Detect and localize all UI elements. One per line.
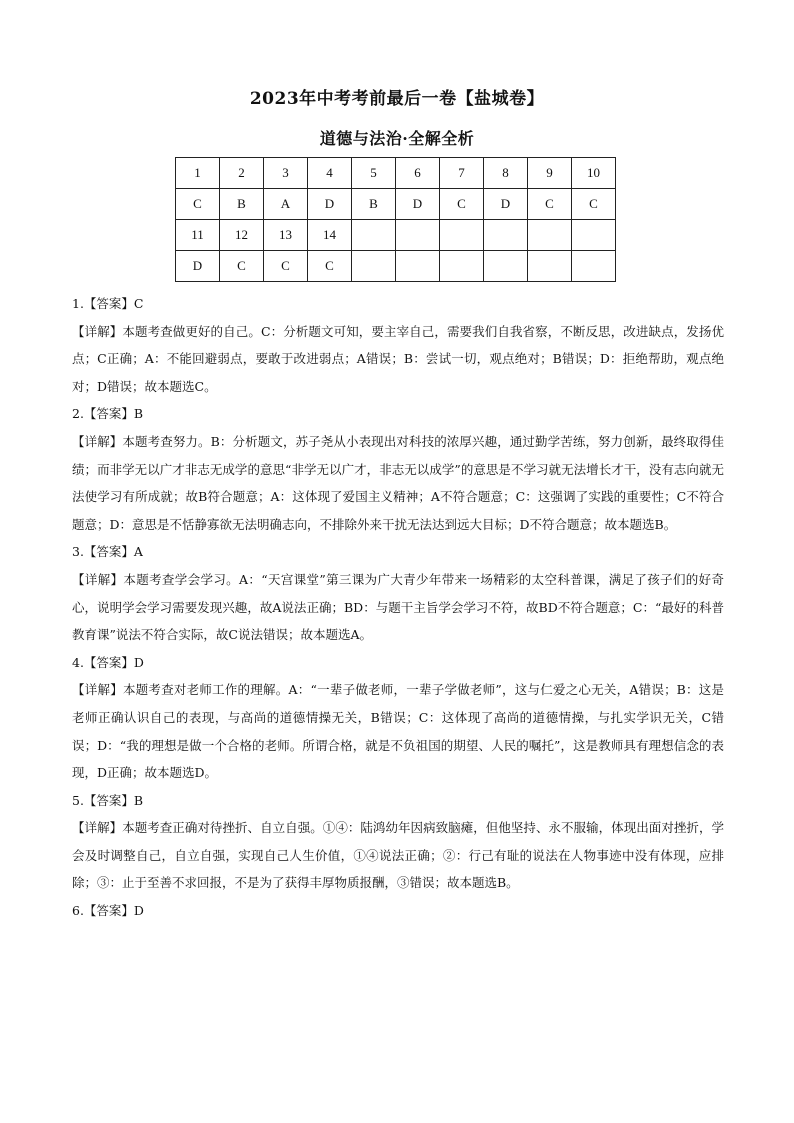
answer-table-cell xyxy=(528,251,572,282)
answer-table-cell: 9 xyxy=(528,158,572,189)
answer-table-cell xyxy=(396,251,440,282)
answer-table-cell: C xyxy=(264,251,308,282)
answer-table-cell: 13 xyxy=(264,220,308,251)
detail-paragraph-5: 【详解】本题考查正确对待挫折、自立自强。①④：陆鸿幼年因病致脑瘫，但他坚持、永不服输，体现出面对挫折，学会及时调整自己，自立自强，实现自己人生价值，①④说法正确；②：行己有耻的说法在人物事迹中没有体现，应排除；③：止于至善不求回报，不是为了获得丰厚物质报酬，③错误；故本题选B。 xyxy=(72,820,724,891)
answer-table xyxy=(175,157,616,282)
answer-table-cell: B xyxy=(352,189,396,220)
answer-table-row xyxy=(176,158,616,189)
answer-line-1: 1.【答案】C xyxy=(72,296,144,311)
answer-line-2: 2.【答案】B xyxy=(72,406,144,422)
answer-table-row xyxy=(176,189,616,220)
answer-table-cell xyxy=(396,220,440,251)
answer-table-cell xyxy=(484,251,528,282)
answer-table-cell: 4 xyxy=(308,158,352,189)
detail-paragraph-4: 【详解】本题考查对老师工作的理解。A：“一辈子做老师，一辈子学做老师”，这与仁爱之心无关，A错误；B：这是老师正确认识自己的表现，与高尚的道德情操无关，B错误；C：这体现了高尚的道德情操，与扎实学识无关，C错误；D：“我的理想是做一个合格的老师。所谓合格，就是不负祖国的期望、人民的嘱托”，这是教师具有理想信念的表现，D正确；故本题选D。 xyxy=(72,682,724,781)
answer-table-cell: D xyxy=(176,251,220,282)
answer-table-cell: 14 xyxy=(308,220,352,251)
answer-table-cell xyxy=(352,251,396,282)
answer-table-cell: 1 xyxy=(176,158,220,189)
detail-paragraph-1: 【详解】本题考查做更好的自己。C：分析题文可知，要主宰自己，需要我们自我省察，不断反思，改进缺点，发扬优点；C正确；A：不能回避弱点，要敢于改进弱点；A错误；B：尝试一切，观点绝对；B错误；D：拒绝帮助，观点绝对；D错误；故本题选C。 xyxy=(72,323,724,394)
page-title: 2023年中考考前最后一卷【盐城卷】 xyxy=(249,89,545,109)
answer-table-cell: C xyxy=(220,251,264,282)
answer-line-5: 5.【答案】B xyxy=(72,792,144,808)
answer-table-cell: B xyxy=(220,189,264,220)
answer-table-cell: C xyxy=(528,189,572,220)
answer-table-cell: 5 xyxy=(352,158,396,189)
answer-line-6: 6.【答案】D xyxy=(72,903,144,919)
answer-table-cell: D xyxy=(308,189,352,220)
answer-table-cell: 8 xyxy=(484,158,528,189)
answer-table-cell: 12 xyxy=(220,220,264,251)
answer-table-cell: 6 xyxy=(396,158,440,189)
answer-table-cell: 2 xyxy=(220,158,264,189)
answer-table-cell: C xyxy=(308,251,352,282)
answer-table-cell: C xyxy=(176,189,220,220)
explanations xyxy=(72,290,724,925)
answer-table-row xyxy=(176,251,616,282)
answer-table-cell xyxy=(484,220,528,251)
answer-table-cell xyxy=(528,220,572,251)
answer-table-cell: C xyxy=(440,189,484,220)
answer-table-cell xyxy=(440,220,484,251)
answer-line-4: 4.【答案】D xyxy=(72,654,144,670)
answer-table-cell: D xyxy=(396,189,440,220)
answer-table-cell: 11 xyxy=(176,220,220,251)
answer-table-cell: 3 xyxy=(264,158,308,189)
page-subtitle: 道德与法治·全解全析 xyxy=(319,129,475,148)
answer-table-row xyxy=(176,220,616,251)
answer-table-cell: A xyxy=(264,189,308,220)
answer-table-cell xyxy=(440,251,484,282)
answer-table-cell: C xyxy=(572,189,616,220)
answer-line-3: 3.【答案】A xyxy=(72,544,143,560)
detail-paragraph-2: 【详解】本题考查努力。B：分析题文，苏子尧从小表现出对科技的浓厚兴趣，通过勤学苦练，努力创新，最终取得佳绩；而非学无以广才非志无成学的意思“非学无以广才，非志无以成学”的意思是不学习就无法增长才干，没有志向就无法使学习有所成就；故B符合题意；A：这体现了爱国主义精神；A不符合题意；C：这强调了实践的重要性；C不符合题意；D：意思是不恬静寡欲无法明确志向，不排除外来干扰无法达到远大目标；D不符合题意；故本题选B。 xyxy=(72,433,724,532)
answer-table-cell: 7 xyxy=(440,158,484,189)
answer-table-cell xyxy=(572,251,616,282)
detail-paragraph-3: 【详解】本题考查学会学习。A：“天宫课堂”第三课为广大青少年带来一场精彩的太空科普课，满足了孩子们的好奇心，说明学会学习需要发现兴趣，故A说法正确；BD：与题干主旨学会学习不符，故BD不符合题意；C：“最好的科普教育课”说法不符合实际，故C说法错误；故本题选A。 xyxy=(72,571,724,643)
answer-table-cell xyxy=(572,220,616,251)
answer-table-cell: D xyxy=(484,189,528,220)
answer-table-cell xyxy=(352,220,396,251)
answer-table-cell: 10 xyxy=(572,158,616,189)
